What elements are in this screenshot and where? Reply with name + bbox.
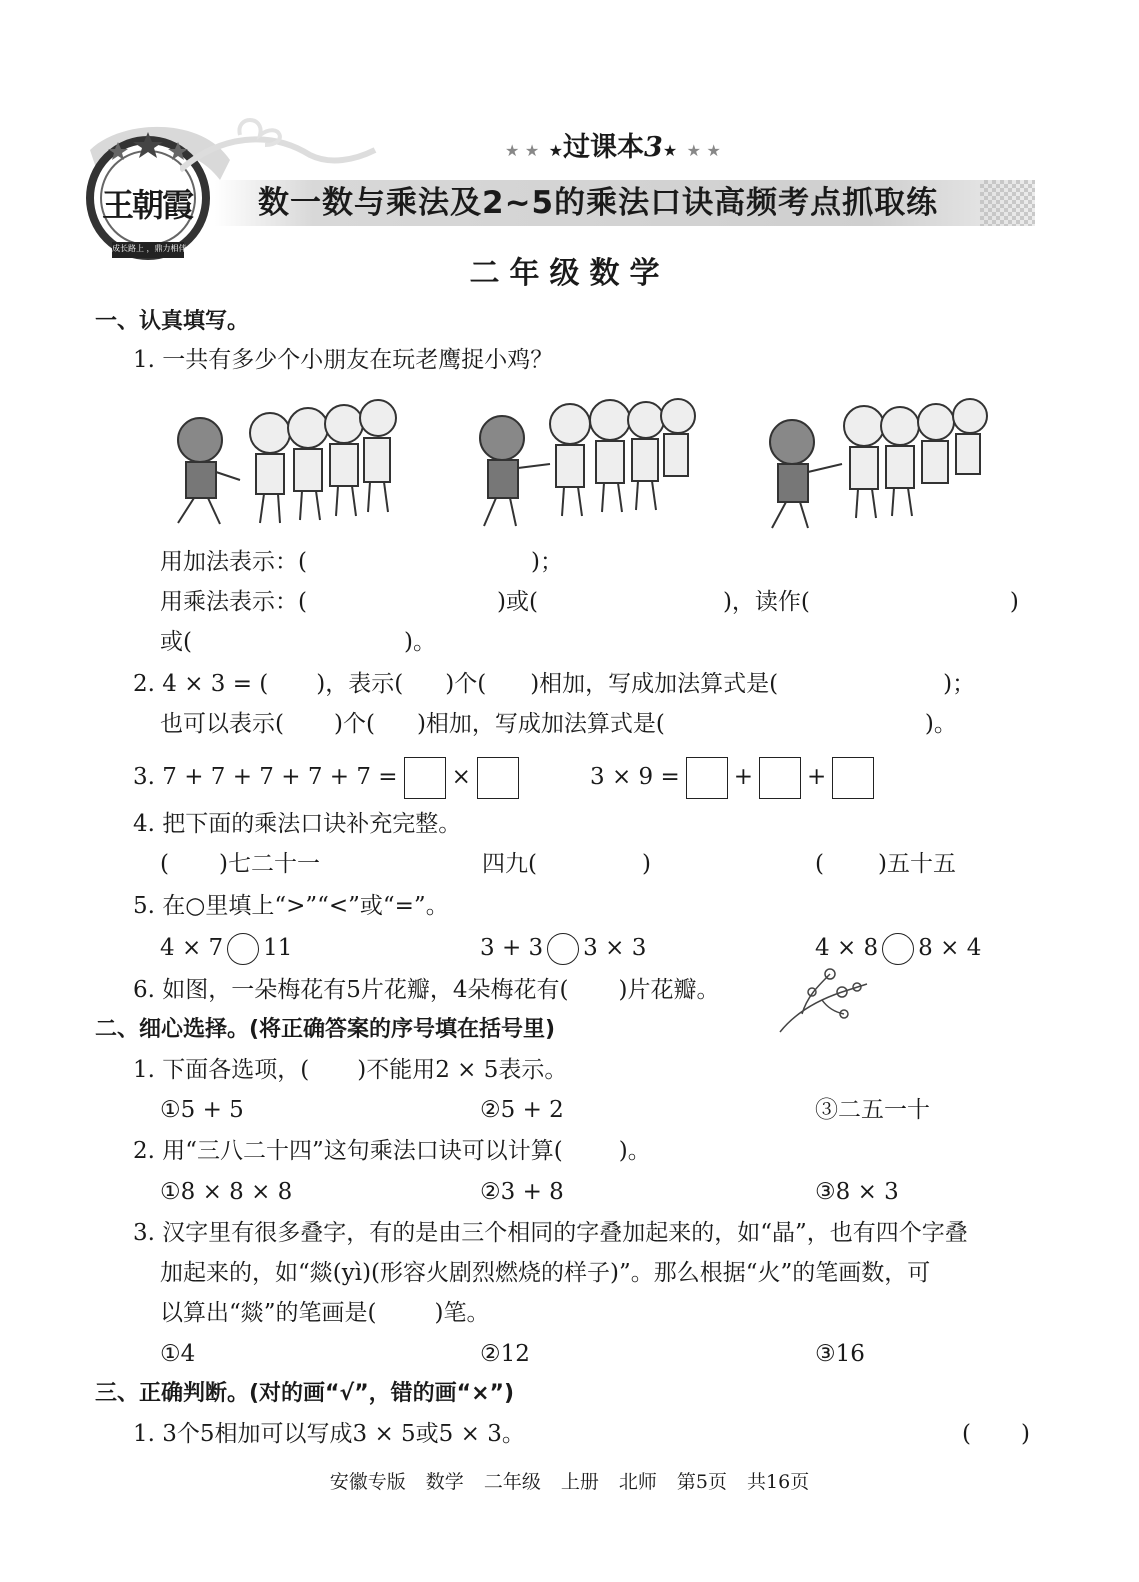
q1-4-item-a [160, 849, 320, 879]
q2-text-g: )个( [333, 711, 375, 737]
q2-2-option-1[interactable]: ①8 × 8 × 8 [160, 1179, 293, 1205]
s3q1-paren-close: ) [1020, 1421, 1030, 1447]
page-title: 数一数与乘法及2~5的乘法口诀高频考点抓取练 [258, 185, 939, 221]
q3-left-expression: 3. 7 + 7 + 7 + 7 + 7 = [133, 764, 398, 790]
s2q1-stem-a: 1. 下面各选项，( [133, 1057, 310, 1083]
q2-2-option-2[interactable]: ②3 + 8 [480, 1179, 564, 1205]
q1-5-item-b [480, 933, 646, 965]
q2-3-option-2[interactable]: ②12 [480, 1341, 530, 1367]
multiplication-or: )或( [496, 589, 538, 615]
q2-1-option-3[interactable]: ③二五一十 [815, 1097, 930, 1123]
q4-a-rest: )七二十一 [218, 851, 320, 877]
q3-plus-1: + [733, 764, 754, 790]
addition-end: )； [530, 549, 563, 575]
q1-2-line-1 [133, 669, 975, 699]
q6-text-a: 6. 如图，一朵梅花有5片花瓣，4朵梅花有( [133, 977, 569, 1003]
multiplication-label: 用乘法表示：( [160, 589, 307, 615]
q3-answer-box-1[interactable] [404, 757, 446, 799]
kicker-label: ★ ★ ★过课本3★ ★ ★ [505, 132, 721, 163]
q2-2-stem [133, 1136, 651, 1166]
q2-2-option-3[interactable]: ③8 × 3 [815, 1179, 899, 1205]
section-3-heading: 三、正确判断。(对的画“√”，错的画“×”) [95, 1381, 515, 1406]
q1-1-or-line [160, 627, 436, 657]
kicker-star-icon: ★ [662, 141, 678, 160]
q2-text-h: )相加，写成加法算式是( [416, 711, 665, 737]
q2-text-b: )，表示( [316, 671, 404, 697]
q1-5-item-a [160, 933, 292, 965]
read-as-label: )，读作( [722, 589, 810, 615]
s2q2-stem-a: 2. 用“三八二十四”这句乘法口诀可以计算( [133, 1138, 563, 1164]
q1-1-multiplication-line [160, 587, 1019, 617]
q5-c-left: 4 × 8 [815, 935, 879, 961]
q1-5-item-c [815, 933, 981, 965]
kicker-star-icon: ★ [548, 141, 564, 160]
q5-a-right: 11 [263, 935, 293, 961]
section-2-heading: 二、细心选择。(将正确答案的序号填在括号里) [95, 1017, 556, 1042]
s3q1-paren-open: ( [962, 1421, 971, 1447]
ribbon-decoration-icon [180, 115, 380, 185]
q5-b-left: 3 + 3 [480, 935, 544, 961]
q1-4-stem: 4. 把下面的乘法口诀补充完整。 [133, 811, 462, 837]
q5-circle-c[interactable] [882, 933, 914, 965]
q6-text-b: )片花瓣。 [618, 977, 720, 1003]
page-footer: 安徽专版 数学 二年级 上册 北师 第5页 共16页 [329, 1471, 810, 1493]
q2-text-d: )相加，写成加法算式是( [530, 671, 779, 697]
section-1-heading: 一、认真填写。 [95, 309, 250, 334]
q5-a-left: 4 × 7 [160, 935, 224, 961]
q2-1-stem [133, 1055, 567, 1085]
q1-5-stem: 5. 在○里填上“>”“<”或“=”。 [133, 893, 449, 919]
addition-label: 用加法表示：( [160, 549, 307, 575]
q3-answer-box-2[interactable] [477, 757, 519, 799]
logo-text: 王朝霞 [102, 186, 193, 224]
q2-1-option-1[interactable]: ①5 + 5 [160, 1097, 244, 1123]
q2-3-line-1: 3. 汉字里有很多叠字，有的是由三个相同的字叠加起来的，如“晶”，也有四个字叠 [133, 1220, 968, 1246]
checker-pattern [980, 180, 1035, 226]
q5-b-right: 3 × 3 [583, 935, 647, 961]
s2q2-stem-b: )。 [618, 1138, 651, 1164]
q2-text-i: )。 [924, 711, 957, 737]
s2q1-stem-b: )不能用2 × 5表示。 [357, 1057, 568, 1083]
q4-b-text: 四九( [482, 851, 537, 877]
q1-3-right [590, 757, 880, 799]
or-label: 或( [160, 629, 192, 655]
q2-3-option-1[interactable]: ①4 [160, 1341, 196, 1367]
q3-answer-box-5[interactable] [832, 757, 874, 799]
q3-plus-2: + [807, 764, 827, 790]
logo-slogan: 成长路上 ，鼎力相伴 [112, 244, 187, 253]
q1-2-line-2 [160, 709, 957, 739]
q5-circle-a[interactable] [227, 933, 259, 965]
q1-1-addition-line [160, 547, 563, 577]
children-playing-illustration-3 [760, 390, 1000, 535]
q2-text-e: )； [943, 671, 976, 697]
children-playing-illustration-1 [158, 388, 408, 533]
q3-right-expression: 3 × 9 = [590, 764, 680, 790]
or-end: )。 [403, 629, 436, 655]
q1-4-item-c [815, 849, 956, 879]
q3-times: × [451, 764, 471, 790]
q2-3-line-3 [160, 1298, 489, 1328]
q2-3-line-2: 加起来的，如“燚(yì)(形容火剧烈燃烧的样子)”。那么根据“火”的笔画数，可 [160, 1260, 931, 1286]
plum-blossom-branch-icon [772, 962, 872, 1037]
q4-b-close: ) [641, 851, 651, 877]
read-as-close: ) [1009, 589, 1019, 615]
q1-3-line [133, 757, 525, 799]
q4-c-open: ( [815, 851, 824, 877]
q1-6-line [133, 975, 719, 1005]
q5-circle-b[interactable] [547, 933, 579, 965]
s2q3-line3-b: )笔。 [434, 1300, 490, 1326]
q2-3-option-3[interactable]: ③16 [815, 1341, 865, 1367]
q2-text-f: 也可以表示( [160, 711, 284, 737]
page-subtitle: 二年级数学 [469, 256, 670, 291]
q3-1-stem: 1. 3个5相加可以写成3 × 5或5 × 3。 [133, 1421, 525, 1447]
s2q3-line3-a: 以算出“燚”的笔画是( [160, 1300, 377, 1326]
q3-answer-box-3[interactable] [686, 757, 728, 799]
q2-text-a: 2. 4 × 3 = ( [133, 671, 269, 697]
q1-1-stem: 1. 一共有多少个小朋友在玩老鹰捉小鸡？ [133, 347, 554, 373]
q3-1-answer-paren[interactable] [962, 1419, 1030, 1449]
q2-1-option-2[interactable]: ②5 + 2 [480, 1097, 564, 1123]
q3-answer-box-4[interactable] [759, 757, 801, 799]
q4-a-open: ( [160, 851, 169, 877]
q5-c-right: 8 × 4 [918, 935, 982, 961]
q2-text-c: )个( [445, 671, 487, 697]
children-playing-illustration-2 [470, 388, 700, 533]
kicker-number: 3 [644, 132, 663, 163]
q4-c-rest: )五十五 [877, 851, 956, 877]
kicker-prefix: 过课本 [563, 132, 645, 163]
q1-4-item-b [482, 849, 651, 879]
